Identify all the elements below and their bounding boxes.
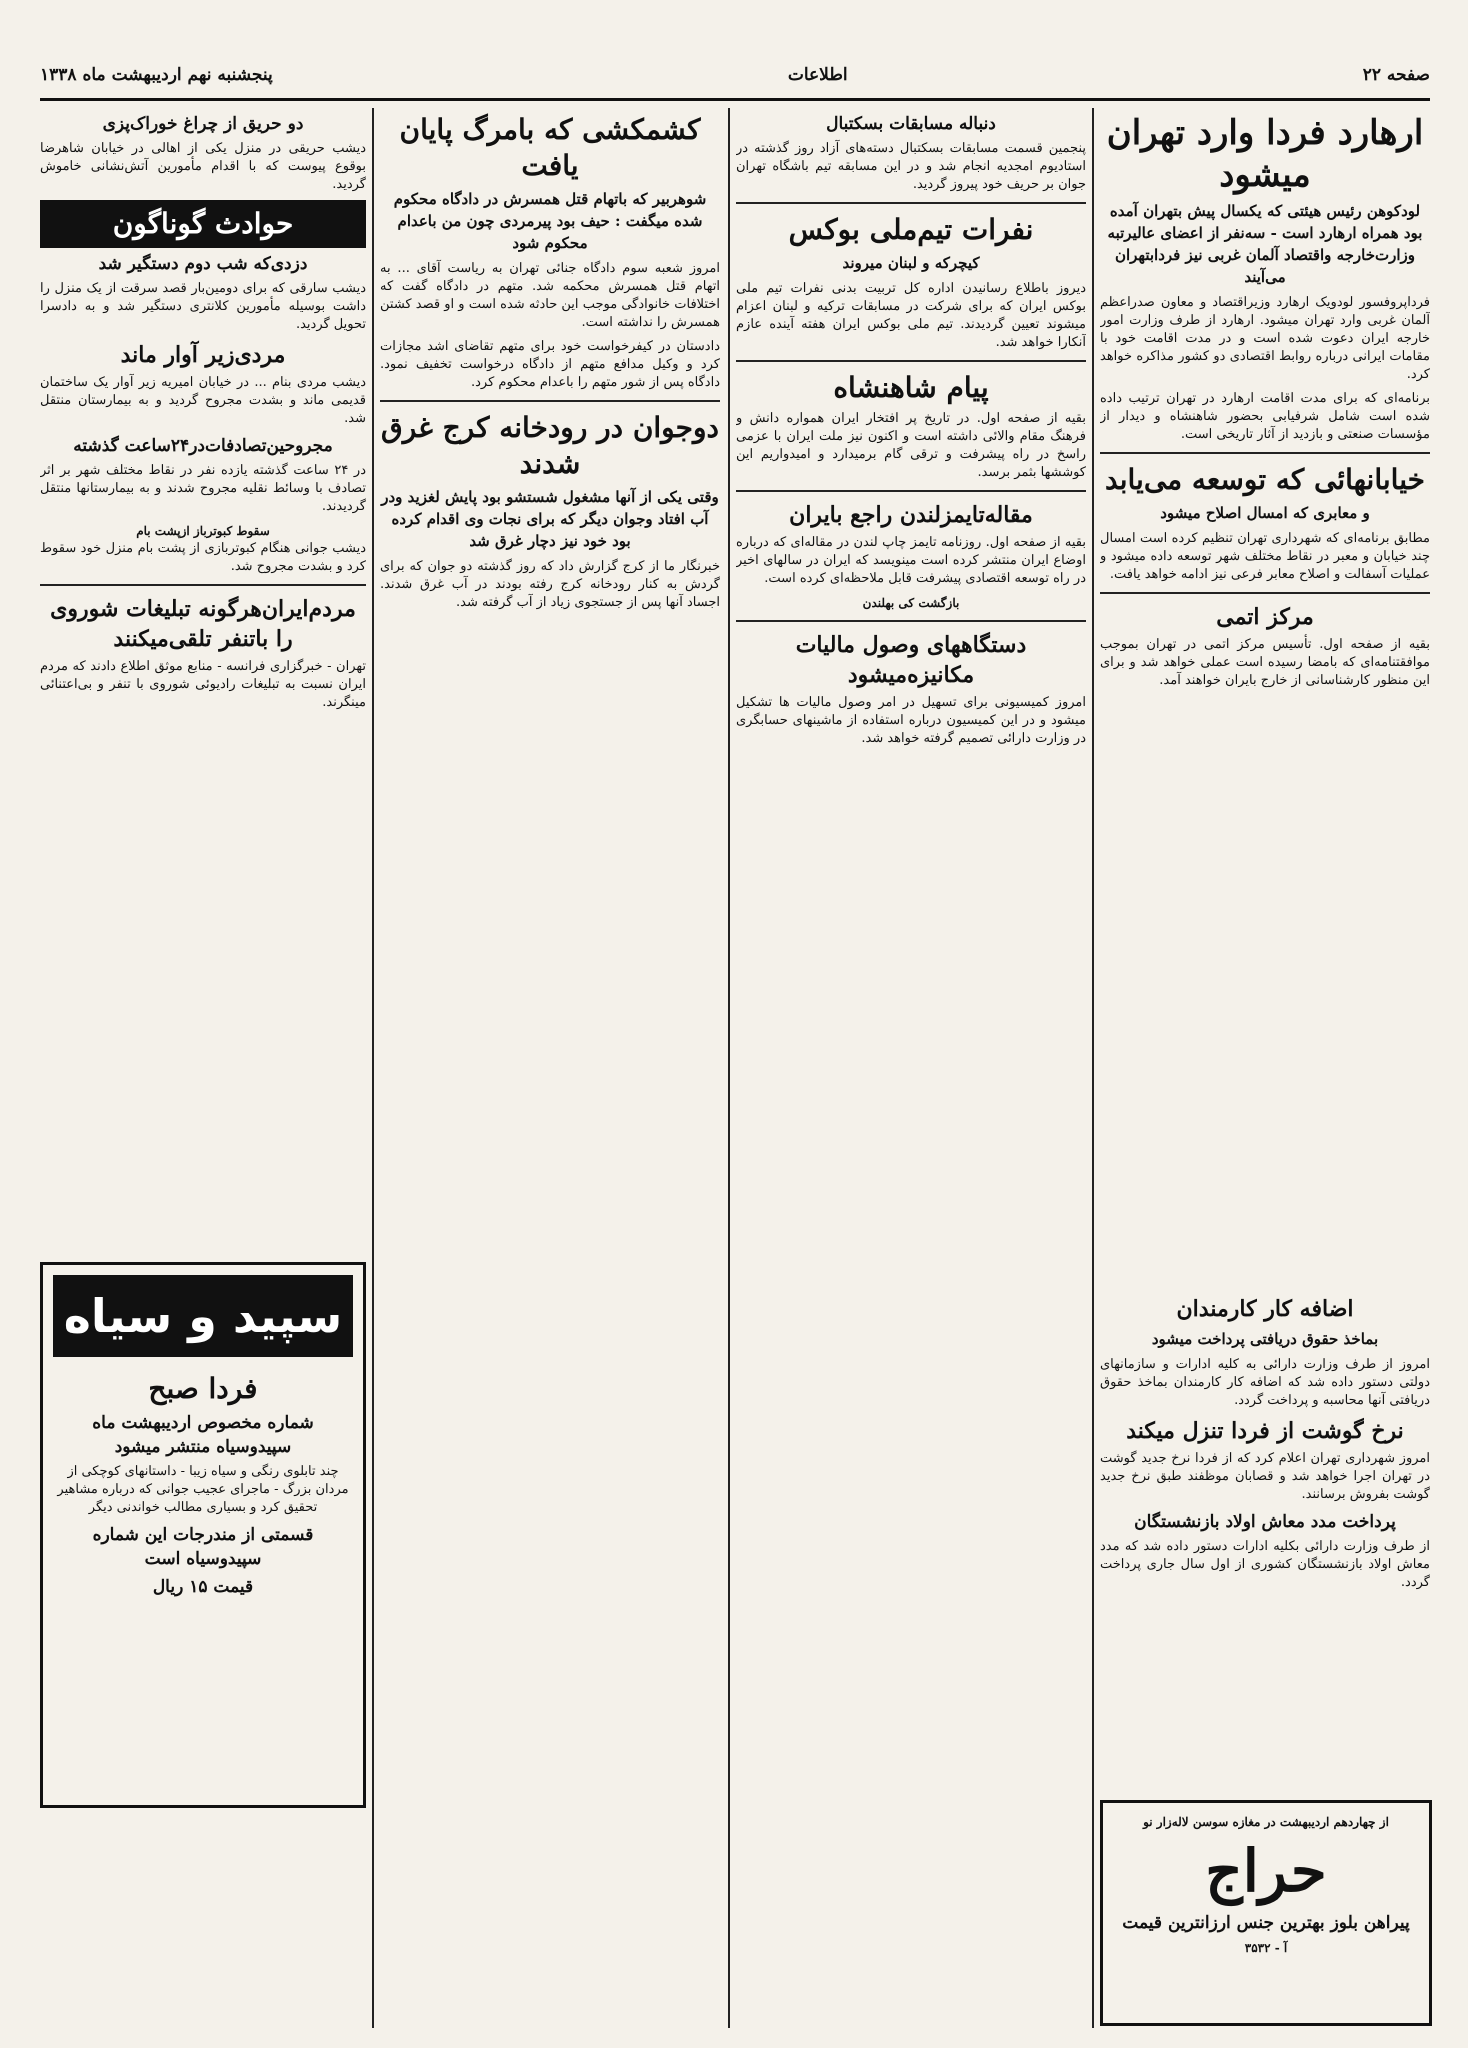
headline-thief: دزدی‌که شب دوم دستگیر شد xyxy=(98,254,308,274)
article-body: پنجمین قسمت مسابقات بسکتبال دسته‌های آزاد روز گذشته در استادیوم امجدیه انجام شد و در این مسابقه تیم باشگاه تهران جوان بر حریف خود پیروز گردید. xyxy=(736,141,1086,192)
subheadline-boxing: کیچرکه و لبنان میروند xyxy=(842,254,980,272)
headline-streets: خیابانهائی که توسعه می‌یابد xyxy=(1105,463,1425,496)
column-left xyxy=(40,108,366,1248)
column-rule xyxy=(1092,108,1094,2028)
column-mid-left xyxy=(380,108,720,2028)
subheadline-streets: و معابری که امسال اصلاح میشود xyxy=(1160,504,1370,522)
page-number: صفحه ۲۲ xyxy=(1362,65,1430,85)
column-bottom-right xyxy=(1100,1290,1430,1790)
masthead xyxy=(40,52,1430,101)
column-right xyxy=(1100,108,1430,1288)
article-body: امروز شعبه سوم دادگاه جنائی تهران به ریاست آقای ... به اتهام قتل همسرش محکمه شد. متهم در دادگاه گفت که اختلافات خانوادگی موجب این حادثه شده است و او قصد کشتن همسرش را نداشته است. xyxy=(380,261,720,330)
tag-return: بازگشت کی بهلندن xyxy=(862,596,960,610)
ad-line3: چند تابلوی رنگی و سیاه زیبا - داستانهای کوچکی از مردان بزرگ - ماجرای عجیب جوانی که درباره مشاهیر تحقیق کرد و بسیاری مطالب خواندنی دیگر xyxy=(57,1464,349,1515)
subheadline-drowning: وقتی یکی از آنها مشغول شستشو بود پایش لغزید ودر آب افتاد وجوان دیگر که برای نجات وی اقدام کرده بود خود نیز دچار غرق شد xyxy=(381,488,719,550)
banner-various-events: حوادث گوناگون xyxy=(40,200,366,248)
article-body: فرداپروفسور لودویک ارهارد وزیراقتصاد و معاون صدراعظم آلمان غربی وارد تهران میشود. ارهارد از طرف وزارت امور خارجه ایران دعوت شده است و در مدت اقامت خود با مقامات ایرانی درباره روابط اقتصادی دو کشور مذاکره خواهد کرد. xyxy=(1100,295,1430,382)
tag-basketball: دنباله مسابقات بسکتبال xyxy=(826,114,996,134)
ad-line4: قسمتی از مندرجات این شماره سپیدوسیاه است xyxy=(92,1525,314,1569)
headline-rubble: مردی‌زیر آوار ماند xyxy=(120,342,286,368)
article-body: بقیه از صفحه اول. روزنامه تایمز چاپ لندن در مقاله‌ای که درباره اوضاع ایران منتشر کرده است مینویسد که ایران در سالهای اخیر در راه توسعه اقتصادی پیشرفت قابل ملاحظه‌ای کرده است. xyxy=(736,535,1086,586)
ad-sale-code: آ - ۳۵۳۲ xyxy=(1244,1941,1288,1955)
ad-price: قیمت ۱۵ ریال xyxy=(152,1577,254,1597)
article-body: امروز شهرداری تهران اعلام کرد که از فردا نرخ جدید گوشت در تهران اجرا خواهد شد و قصابان موظفند طبق نرخ جدید گوشت بفروش برسانند. xyxy=(1100,1451,1430,1502)
headline-boxing: نفرات تیم‌ملی بوکس xyxy=(788,213,1034,246)
headline-meat: نرخ گوشت از فردا تنزل میکند xyxy=(1126,1418,1404,1444)
article-body: در ۲۴ ساعت گذشته یازده نفر در نقاط مختلف شهر بر اثر تصادف با وسائط نقلیه مجروح شدند و به بیمارستانها منتقل گردیدند. xyxy=(40,463,366,514)
subheadline-murder: شوهربیر که باتهام قتل همسرش در دادگاه محکوم شده میگفت : حیف بود پیرمردی چون من باعدام محکوم شود xyxy=(393,190,707,252)
article-body: امروز کمیسیونی برای تسهیل در امر وصول مالیات ها تشکیل میشود و در این کمیسیون درباره استفاده از ماشینهای حسابگری در وزارت دارائی تصمیم گرفته خواهد شد. xyxy=(736,695,1086,746)
headline-overtime: اضافه کار کارمندان xyxy=(1176,1296,1354,1322)
headline-tax: دستگاههای وصول مالیات مکانیزه‌میشود xyxy=(795,632,1027,688)
article-body: دیروز باطلاع رسانیدن اداره کل تربیت بدنی نفرات تیم ملی بوکس ایران که برای شرکت در مسابقات ترکیه و لبنان اعزام میشوند تعیین گردیدند. تیم ملی بوکس ایران هفته آینده عازم آنکارا خواهد شد. xyxy=(736,281,1086,350)
paper-name: اطلاعات xyxy=(787,65,848,85)
column-mid-right xyxy=(736,108,1086,2028)
headline-pigeon: سقوط کبوترباز ازپشت بام xyxy=(136,524,270,538)
ad-logo: سپید و سیاه xyxy=(53,1275,353,1357)
article-body: از طرف وزارت دارائی بکلیه ادارات دستور داده شد که مدد معاش اولاد بازنشستگان کشوری از اول سال جاری پرداخت گردد. xyxy=(1100,1539,1430,1590)
headline-atomic: مرکز اتمی xyxy=(1216,604,1314,630)
headline-times: مقاله‌تایمزلندن راجع بایران xyxy=(789,502,1033,528)
ad-sale-items: پیراهن بلوز بهترین جنس ارزانترین قیمت xyxy=(1122,1913,1410,1933)
column-rule xyxy=(372,108,374,2028)
article-body: دیشب جوانی هنگام کبوتربازی از پشت بام منزل خود سقوط کرد و بشدت مجروح شد. xyxy=(40,541,366,574)
headline-fire: دو حریق از چراغ خوراک‌پزی xyxy=(102,114,304,134)
ad-sale-top: از چهاردهم اردیبهشت در مغازه سوسن لاله‌زار نو xyxy=(1143,1815,1389,1829)
ad-line2: شماره مخصوص اردیبهشت ماه سپیدوسیاه منتشر میشود xyxy=(92,1413,314,1457)
headline-erhard: ارهارد فردا وارد تهران میشود xyxy=(1106,113,1424,195)
headline-pension: پرداخت مدد معاش اولاد بازنشستگان xyxy=(1134,1512,1396,1532)
column-rule xyxy=(728,108,730,2028)
issue-date: پنجشنبه نهم اردیبهشت ماه ۱۳۳۸ xyxy=(40,65,273,85)
ad-sale xyxy=(1100,1800,1432,2026)
article-body: دیشب سارقی که برای دومین‌بار قصد سرقت از یک منزل را داشت بوسیله مأمورین کلانتری دستگیر شد و به دادسرا تحویل گردید. xyxy=(40,281,366,332)
ad-line1: فردا صبح xyxy=(148,1372,258,1405)
article-body: خبرنگار ما از کرج گزارش داد که روز گذشته دو جوان که برای گردش به کنار رودخانه کرج رفته بودند در آب غرق شدند. اجساد آنها پس از جستجوی زیاد از آب گرفته شد. xyxy=(380,559,720,610)
article-body: دیشب حریقی در منزل یکی از اهالی در خیابان شاهرضا بوقوع پیوست که با اقدام مأمورین آتش‌نشانی خاموش گردید. xyxy=(40,141,366,192)
article-body: دادستان در کیفرخواست خود برای متهم تقاضای اشد مجازات کرد و وکیل مدافع متهم از دادگاه درخواست تخفیف نمود. دادگاه پس از شور متهم را باعدام محکوم کرد. xyxy=(380,339,720,390)
subheadline-overtime: بماخذ حقوق دریافتی پرداخت میشود xyxy=(1151,1330,1379,1348)
headline-accidents: مجروحین‌تصادفات‌در۲۴ساعت گذشته xyxy=(73,436,333,456)
headline-shah-message: پیام شاهنشاه xyxy=(833,371,989,404)
article-body: برنامه‌ای که برای مدت اقامت ارهارد در تهران ترتیب داده شده است شامل شرفیابی بحضور شاهنشاه و دیدار از مؤسسات صنعتی و بازدید از آثار تاریخی است. xyxy=(1100,391,1430,442)
subheadline-erhard: لودکوهن رئیس هیئتی که یکسال پیش بتهران آمده بود همراه ارهارد است - سه‌نفر از اعضای عالیرتبه وزارت‌خارجه واقتصاد آلمان غربی نیز فردابتهران می‌آیند xyxy=(1107,202,1423,286)
article-body: مطابق برنامه‌ای که شهرداری تهران تنظیم کرده است امسال چند خیابان و معبر در نقاط مختلف شهر توسعه داده میشود و عملیات آسفالت و اصلاح معابر فرعی نیز ادامه خواهد یافت. xyxy=(1100,531,1430,582)
article-body: تهران - خبرگزاری فرانسه - منابع موثق اطلاع دادند که مردم ایران نسبت به تبلیغات رادیوئی شوروی با تنفر و بی‌اعتنائی مینگرند. xyxy=(40,659,366,710)
article-body: بقیه از صفحه اول. در تاریخ پر افتخار ایران همواره دانش و فرهنگ مقام والائی داشته است و اکنون نیز ملت ایران با عزمی راسخ در راه پیشرفت و ترقی گام برمیدارد و امیدواریم این کوششها بثمر برسد. xyxy=(736,411,1086,480)
article-body: بقیه از صفحه اول. تأسیس مرکز اتمی در تهران بموجب موافقتنامه‌ای که بامضا رسیده است عملی خواهد شد و برای این منظور کارشناسانی از خارج بایران خواهند آمد. xyxy=(1100,637,1430,688)
headline-drowning: دوجوان در رودخانه کرج غرق شدند xyxy=(381,411,719,480)
article-body: دیشب مردی بنام ... در خیابان امیریه زیر آوار یک ساختمان قدیمی ماند و بشدت مجروح گردید و به بیمارستان منتقل شد. xyxy=(40,375,366,426)
ad-sepid-siah xyxy=(40,1262,366,1808)
headline-soviet: مردم‌ایران‌هرگونه تبلیغات شوروی را باتنفر تلقی‌میکنند xyxy=(50,596,356,652)
article-body: امروز از طرف وزارت دارائی به کلیه ادارات و سازمانهای دولتی دستور داده شد که اضافه کار کارمندان بماخذ حقوق دریافتی آنها محاسبه و پرداخت گردد. xyxy=(1100,1357,1430,1408)
ad-sale-big: حراج xyxy=(1205,1837,1327,1905)
headline-murder: کشمکشی که بامرگ پایان یافت xyxy=(399,113,701,182)
